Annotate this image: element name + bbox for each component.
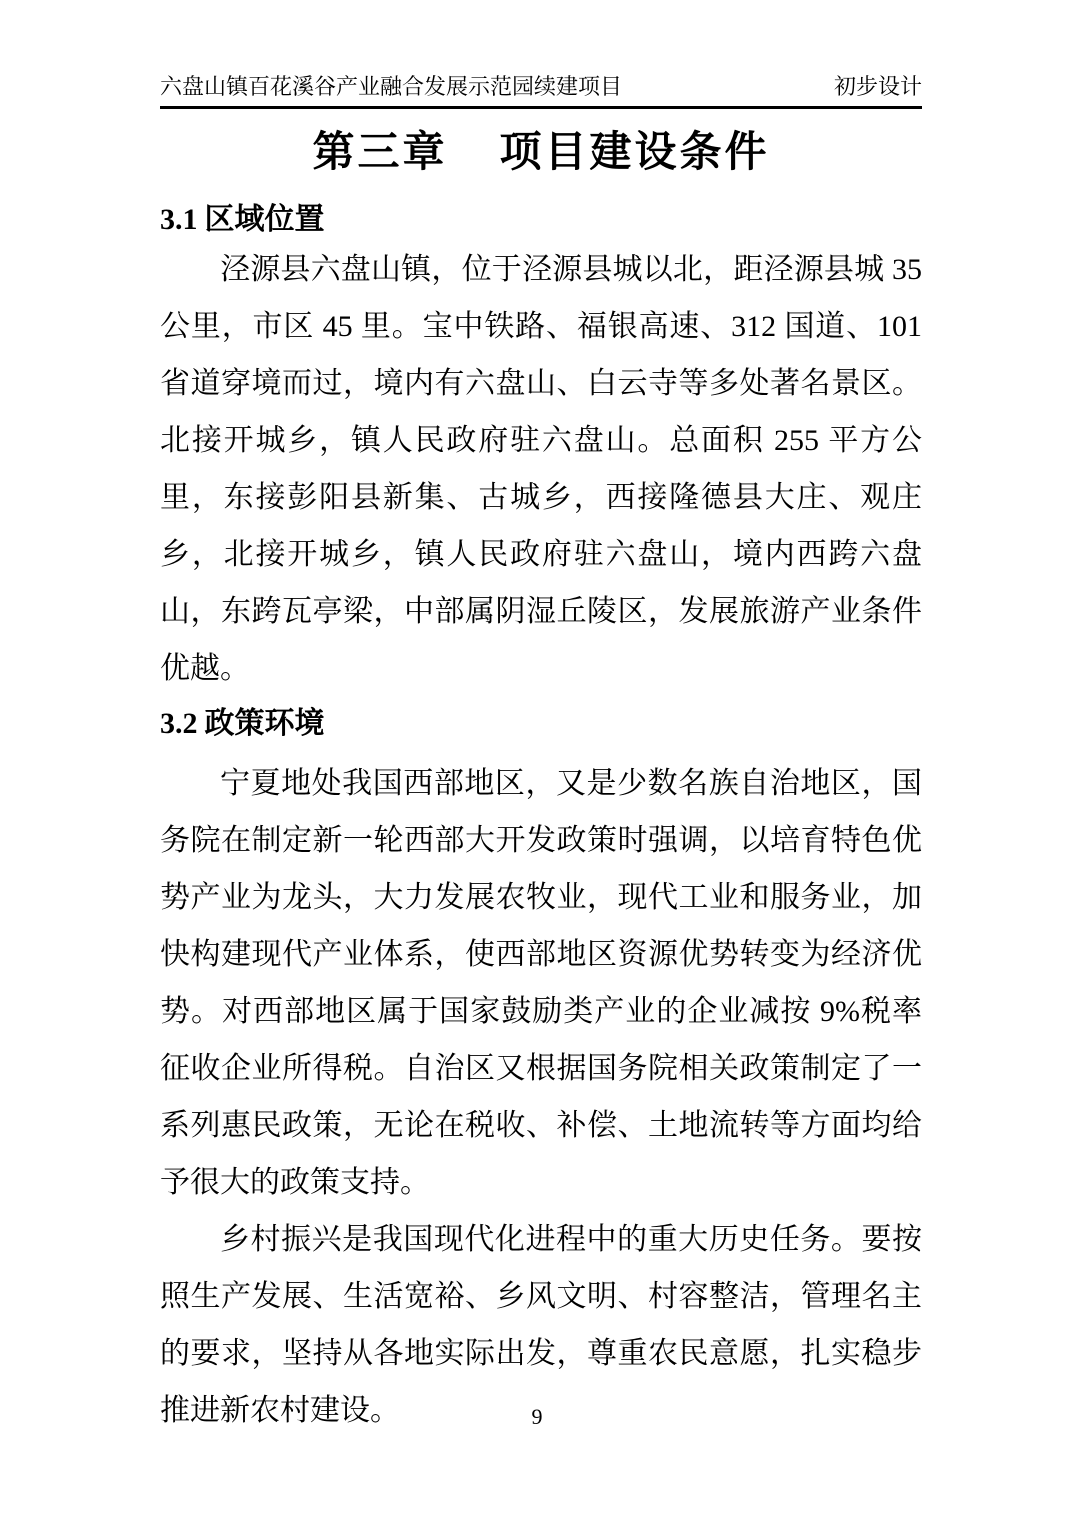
section-number: 3.2: [160, 707, 198, 740]
page-number: 9: [531, 1404, 543, 1429]
section-number: 3.1: [160, 203, 198, 236]
chapter-title-text: 项目建设条件: [499, 128, 770, 175]
chapter-number: 第三章: [312, 128, 448, 175]
section-heading-text: 政策环境: [204, 707, 325, 740]
page-footer: [0, 1404, 1074, 1430]
header-project-title: 六盘山镇百花溪谷产业融合发展示范园续建项目: [160, 74, 623, 99]
header-doc-type: 初步设计: [833, 74, 922, 99]
paragraph-rural-revitalization: 乡村振兴是我国现代化进程中的重大历史任务。要按照生产发展、生活宽裕、乡风文明、村容整洁，管理名主的要求，坚持从各地实际出发，尊重农民意愿，扎实稳步推进新农村建设。: [160, 1223, 922, 1427]
paragraph-policy-environment: 宁夏地处我国西部地区，又是少数名族自治地区，国务院在制定新一轮西部大开发政策时强调，以培育特色优势产业为龙头，大力发展农牧业，现代工业和服务业，加快构建现代产业体系，使西部地区资源优势转变为经济优势。对西部地区属于国家鼓励类产业的企业减按 9%税率征收企业所得税。自治区又根据国务院相关政策制定了一系列惠民政策，无论在税收、补偿、土地流转等方面均给予很大的政策支持。: [160, 767, 922, 1199]
section-heading-3-2: [160, 707, 922, 741]
paragraph-region-location: 泾源县六盘山镇，位于泾源县城以北，距泾源县城 35 公里，市区 45 里。宝中铁路、福银高速、312 国道、101 省道穿境而过，境内有六盘山、白云寺等多处著名景区。北接开城乡，镇人民政府驻六盘山。总面积 255 平方公里，东接彭阳县新集、古城乡，西接隆德县大庄、观庄乡，北接开城乡，镇人民政府驻六盘山，境内西跨六盘山，东跨瓦亭梁，中部属阴湿丘陵区，发展旅游产业条件优越。: [160, 253, 922, 685]
section-heading-3-1: [160, 203, 922, 237]
page-header: [160, 0, 922, 109]
section-heading-text: 区域位置: [204, 203, 325, 236]
chapter-title: [160, 127, 922, 177]
